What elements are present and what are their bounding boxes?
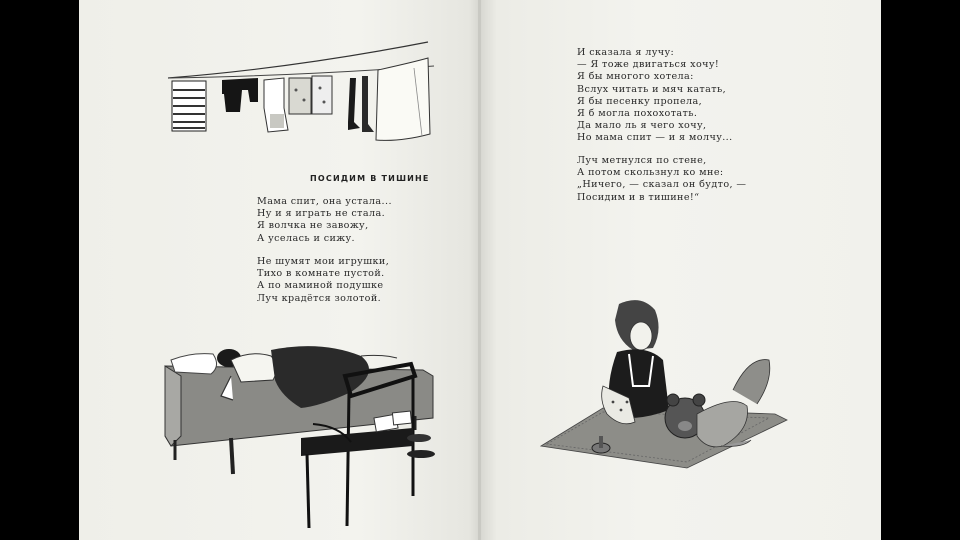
sleeping-mother-illustration	[161, 336, 441, 528]
poem-line: „Ничего, — сказал он будто, —	[577, 179, 747, 191]
poem-line: А уселась и сижу.	[257, 232, 356, 244]
stanza-1	[257, 196, 392, 245]
poem-line: Луч метнулся по стене,	[577, 155, 707, 166]
poem-line: Я бы песенку пропела,	[577, 95, 703, 107]
clothesline-illustration	[164, 38, 444, 148]
poem-line: Да мало ль я чего хочу,	[577, 120, 707, 132]
poem-line: Не шумят мои игрушки,	[257, 256, 390, 267]
right-page	[481, 0, 881, 540]
poem-line: И сказала я лучу:	[577, 47, 675, 58]
poem-line: Я бы многого хотела:	[577, 71, 694, 83]
open-book	[79, 0, 881, 540]
poem-line: Вслух читать и мяч катать,	[577, 83, 727, 95]
stanza-3	[577, 47, 733, 145]
poem-line: Мама спит, она устала...	[257, 196, 392, 207]
poem-line: Я волчка не завожу,	[257, 220, 369, 232]
stanza-2	[257, 256, 389, 305]
poem-line: А потом скользнул ко мне:	[577, 167, 724, 179]
poem-line: Ну и я играть не стала.	[257, 208, 386, 220]
poem-line: — Я тоже двигаться хочу!	[577, 59, 720, 71]
left-page	[79, 0, 481, 540]
poem-line: Я б могла похохотать.	[577, 108, 698, 120]
poem-title: ПОСИДИМ В ТИШИНЕ	[310, 174, 430, 183]
poem-line: Луч крадётся золотой.	[257, 292, 382, 304]
stanza-4	[577, 155, 746, 204]
poem-line: Но мама спит — и я молчу...	[577, 132, 733, 144]
poem-line: А по маминой подушке	[257, 280, 384, 292]
girl-with-teddy-bear-illustration	[537, 290, 797, 490]
poem-line: Тихо в комнате пустой.	[257, 268, 385, 280]
poem-line: Посидим и в тишине!“	[577, 191, 700, 203]
